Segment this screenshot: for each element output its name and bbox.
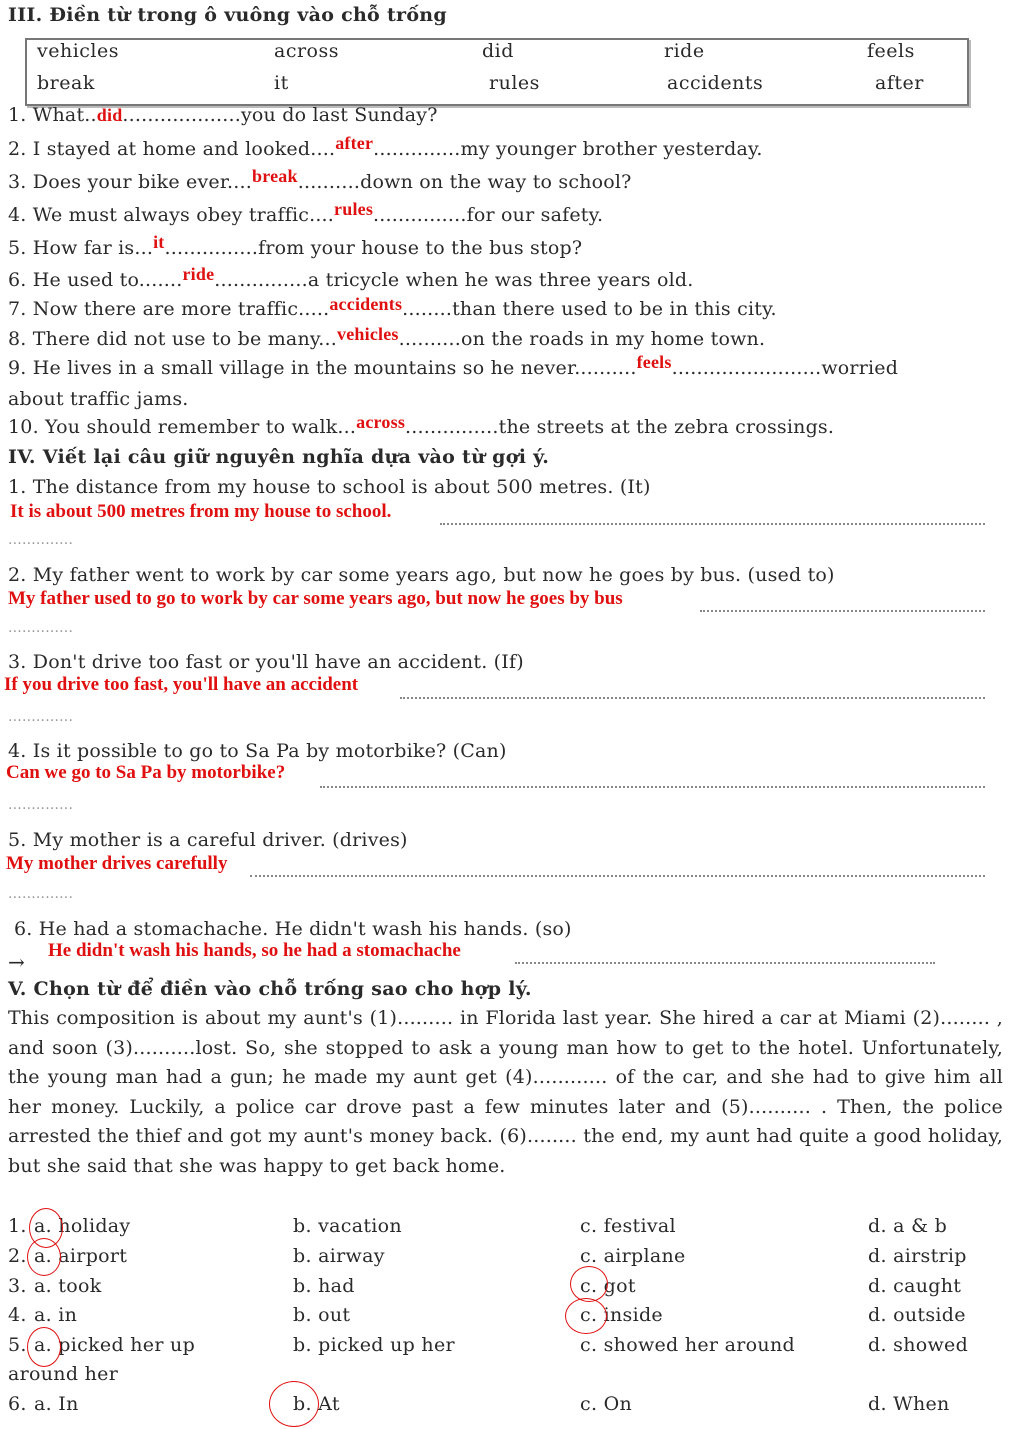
- fill-item-5: [8, 232, 583, 259]
- option-d[interactable]: d. outside: [868, 1304, 966, 1326]
- word-box-word: accidents: [667, 72, 764, 94]
- word-box-word: vehicles: [37, 40, 120, 62]
- option-a[interactable]: a. In: [34, 1393, 79, 1415]
- item-prefix: 7. Now there are more traffic.....: [8, 298, 330, 320]
- answer-circle-6: [269, 1381, 319, 1427]
- answer-dotted-line: [320, 786, 985, 788]
- rewrite-answer-5: My mother drives carefully: [6, 853, 228, 874]
- answer-dots: ..............: [8, 709, 74, 725]
- word-box-word: break: [37, 72, 95, 94]
- option-a[interactable]: a. picked her up: [34, 1334, 196, 1356]
- fill-item-7: [8, 294, 777, 320]
- fill-item-6: [8, 264, 694, 291]
- word-box-word: rules: [489, 72, 540, 94]
- item-answer: rules: [334, 199, 374, 219]
- item-suffix: ..........on the roads in my home town.: [398, 328, 766, 350]
- item-prefix: 1. What..: [8, 104, 97, 126]
- section-3-heading: III. Điền từ trong ô vuông vào chỗ trống: [8, 4, 448, 26]
- option-a-continuation: around her: [8, 1363, 119, 1385]
- answer-dotted-line: [700, 610, 985, 612]
- word-box-word: did: [482, 40, 514, 62]
- option-c[interactable]: c. festival: [580, 1215, 676, 1237]
- fill-item-8: [8, 324, 766, 350]
- item-suffix: ..............my younger brother yesterday.: [373, 138, 763, 160]
- item-prefix: 9. He lives in a small village in the mountains so he never..........: [8, 357, 637, 379]
- option-b[interactable]: b. out: [293, 1304, 351, 1326]
- answer-dots: ..............: [8, 532, 74, 548]
- item-prefix: 2. I stayed at home and looked....: [8, 138, 336, 160]
- answer-dotted-line: [440, 523, 985, 525]
- rewrite-question-4: 4. Is it possible to go to Sa Pa by motorbike? (Can): [8, 740, 507, 762]
- answer-dotted-line: [400, 697, 985, 699]
- fill-item-9: [8, 352, 899, 379]
- option-a[interactable]: a. took: [34, 1275, 102, 1297]
- answer-dotted-line: [250, 875, 985, 877]
- item-answer: ride: [182, 264, 215, 284]
- rewrite-answer-2: My father used to go to work by car some years ago, but now he goes by bus: [8, 588, 623, 609]
- question-number: 1.: [8, 1215, 27, 1237]
- option-b[interactable]: b. airway: [293, 1245, 385, 1267]
- option-b[interactable]: b. vacation: [293, 1215, 402, 1237]
- option-d[interactable]: d. When: [868, 1393, 950, 1415]
- option-b[interactable]: b. At: [293, 1393, 340, 1415]
- section-4-heading: IV. Viết lại câu giữ nguyên nghĩa dựa vào từ gợi ý.: [8, 446, 550, 468]
- item-answer: feels: [636, 352, 672, 372]
- item-prefix: 8. There did not use to be many...: [8, 328, 338, 350]
- item-prefix: 6. He used to.......: [8, 269, 183, 291]
- answer-dotted-line: [515, 962, 935, 964]
- item-suffix: ..........down on the way to school?: [297, 171, 632, 193]
- answer-dots: ..............: [8, 620, 74, 636]
- item-answer: did: [96, 105, 123, 125]
- item-answer: after: [335, 133, 374, 153]
- fill-item-2: [8, 133, 763, 160]
- fill-item-3: [8, 166, 632, 193]
- option-c[interactable]: c. airplane: [580, 1245, 686, 1267]
- option-a[interactable]: a. airport: [34, 1245, 128, 1267]
- answer-circle-3: [570, 1266, 608, 1302]
- item-prefix: 5. How far is...: [8, 237, 154, 259]
- fill-item-1: [8, 104, 438, 126]
- word-box-word: across: [274, 40, 339, 62]
- option-c[interactable]: c. showed her around: [580, 1334, 795, 1356]
- question-number: 2.: [8, 1245, 27, 1267]
- word-box: [25, 38, 969, 106]
- item-answer: break: [252, 166, 298, 186]
- option-d[interactable]: d. a & b: [868, 1215, 948, 1237]
- fill-item-4: [8, 199, 604, 226]
- option-b[interactable]: b. picked up her: [293, 1334, 455, 1356]
- option-c[interactable]: c. On: [580, 1393, 633, 1415]
- rewrite-answer-3: If you drive too fast, you'll have an accident: [4, 674, 359, 695]
- section-5-heading: V. Chọn từ để điền vào chỗ trống sao cho hợp lý.: [8, 978, 532, 1000]
- rewrite-question-3: 3. Don't drive too fast or you'll have an accident. (If): [8, 651, 524, 673]
- item-answer: accidents: [329, 294, 403, 314]
- answer-dots: ..............: [8, 797, 74, 813]
- item-answer: it: [153, 232, 165, 252]
- composition-paragraph: This composition is about my aunt's (1)......... in Florida last year. She hired a car at Miami (2)........ , and soon (3)..........lost. So, she stopped to ask a young man how to get to the hotel. Unfortunately, the young man had a gun; he made my aunt get (4)............ of the car, and she had to give him all her money. Luckily, a police car drove past a few minutes later and (5).......... . Then, the police arrested the thief and got my aunt's money back. (6)........ the end, my aunt had quite a good holiday, but she said that she was happy to get back home.: [8, 1007, 1003, 1177]
- option-c[interactable]: c. inside: [580, 1304, 663, 1326]
- item-prefix: 4. We must always obey traffic....: [8, 204, 335, 226]
- word-box-word: it: [274, 72, 289, 94]
- word-box-word: after: [875, 72, 924, 94]
- arrow-icon: →: [8, 950, 25, 974]
- answer-circle-2: [27, 1238, 61, 1276]
- question-number: 4.: [8, 1304, 27, 1326]
- question-number: 6.: [8, 1393, 27, 1415]
- option-c[interactable]: c. got: [580, 1275, 636, 1297]
- option-a[interactable]: a. in: [34, 1304, 78, 1326]
- item-suffix: ........................worried: [671, 357, 899, 379]
- question-number: 3.: [8, 1275, 27, 1297]
- item-suffix: ...............for our safety.: [373, 204, 604, 226]
- item-suffix: ...............from your house to the bus stop?: [164, 237, 583, 259]
- word-box-word: ride: [664, 40, 705, 62]
- item-suffix: ...................you do last Sunday?: [122, 104, 438, 126]
- rewrite-answer-1: It is about 500 metres from my house to school.: [10, 501, 392, 522]
- rewrite-question-2: 2. My father went to work by car some years ago, but now he goes by bus. (used to): [8, 564, 835, 586]
- fill-item-9-continuation: about traffic jams.: [8, 388, 189, 410]
- item-prefix: 3. Does your bike ever....: [8, 171, 253, 193]
- word-box-word: feels: [867, 40, 915, 62]
- answer-circle-5: [27, 1327, 61, 1367]
- rewrite-question-1: 1. The distance from my house to school is about 500 metres. (It): [8, 476, 651, 498]
- rewrite-question-5: 5. My mother is a careful driver. (drives): [8, 829, 408, 851]
- item-suffix: ...............the streets at the zebra crossings.: [405, 416, 835, 438]
- option-d[interactable]: d. airstrip: [868, 1245, 967, 1267]
- item-suffix: ........than there used to be in this city.: [402, 298, 777, 320]
- option-a[interactable]: a. holiday: [34, 1215, 131, 1237]
- fill-item-10: [8, 412, 835, 438]
- rewrite-answer-4: Can we go to Sa Pa by motorbike?: [6, 762, 286, 783]
- answer-circle-4: [565, 1298, 607, 1334]
- option-d[interactable]: d. caught: [868, 1275, 962, 1297]
- question-number: 5.: [8, 1334, 27, 1356]
- rewrite-question-6: 6. He had a stomachache. He didn't wash his hands. (so): [14, 918, 572, 940]
- item-prefix: 10. You should remember to walk...: [8, 416, 357, 438]
- option-d[interactable]: d. showed: [868, 1334, 969, 1356]
- item-suffix: ...............a tricycle when he was three years old.: [214, 269, 694, 291]
- rewrite-answer-6: He didn't wash his hands, so he had a stomachache: [48, 940, 461, 961]
- answer-dots: ..............: [8, 886, 74, 902]
- option-b[interactable]: b. had: [293, 1275, 355, 1297]
- item-answer: across: [356, 412, 406, 432]
- item-answer: vehicles: [337, 324, 399, 344]
